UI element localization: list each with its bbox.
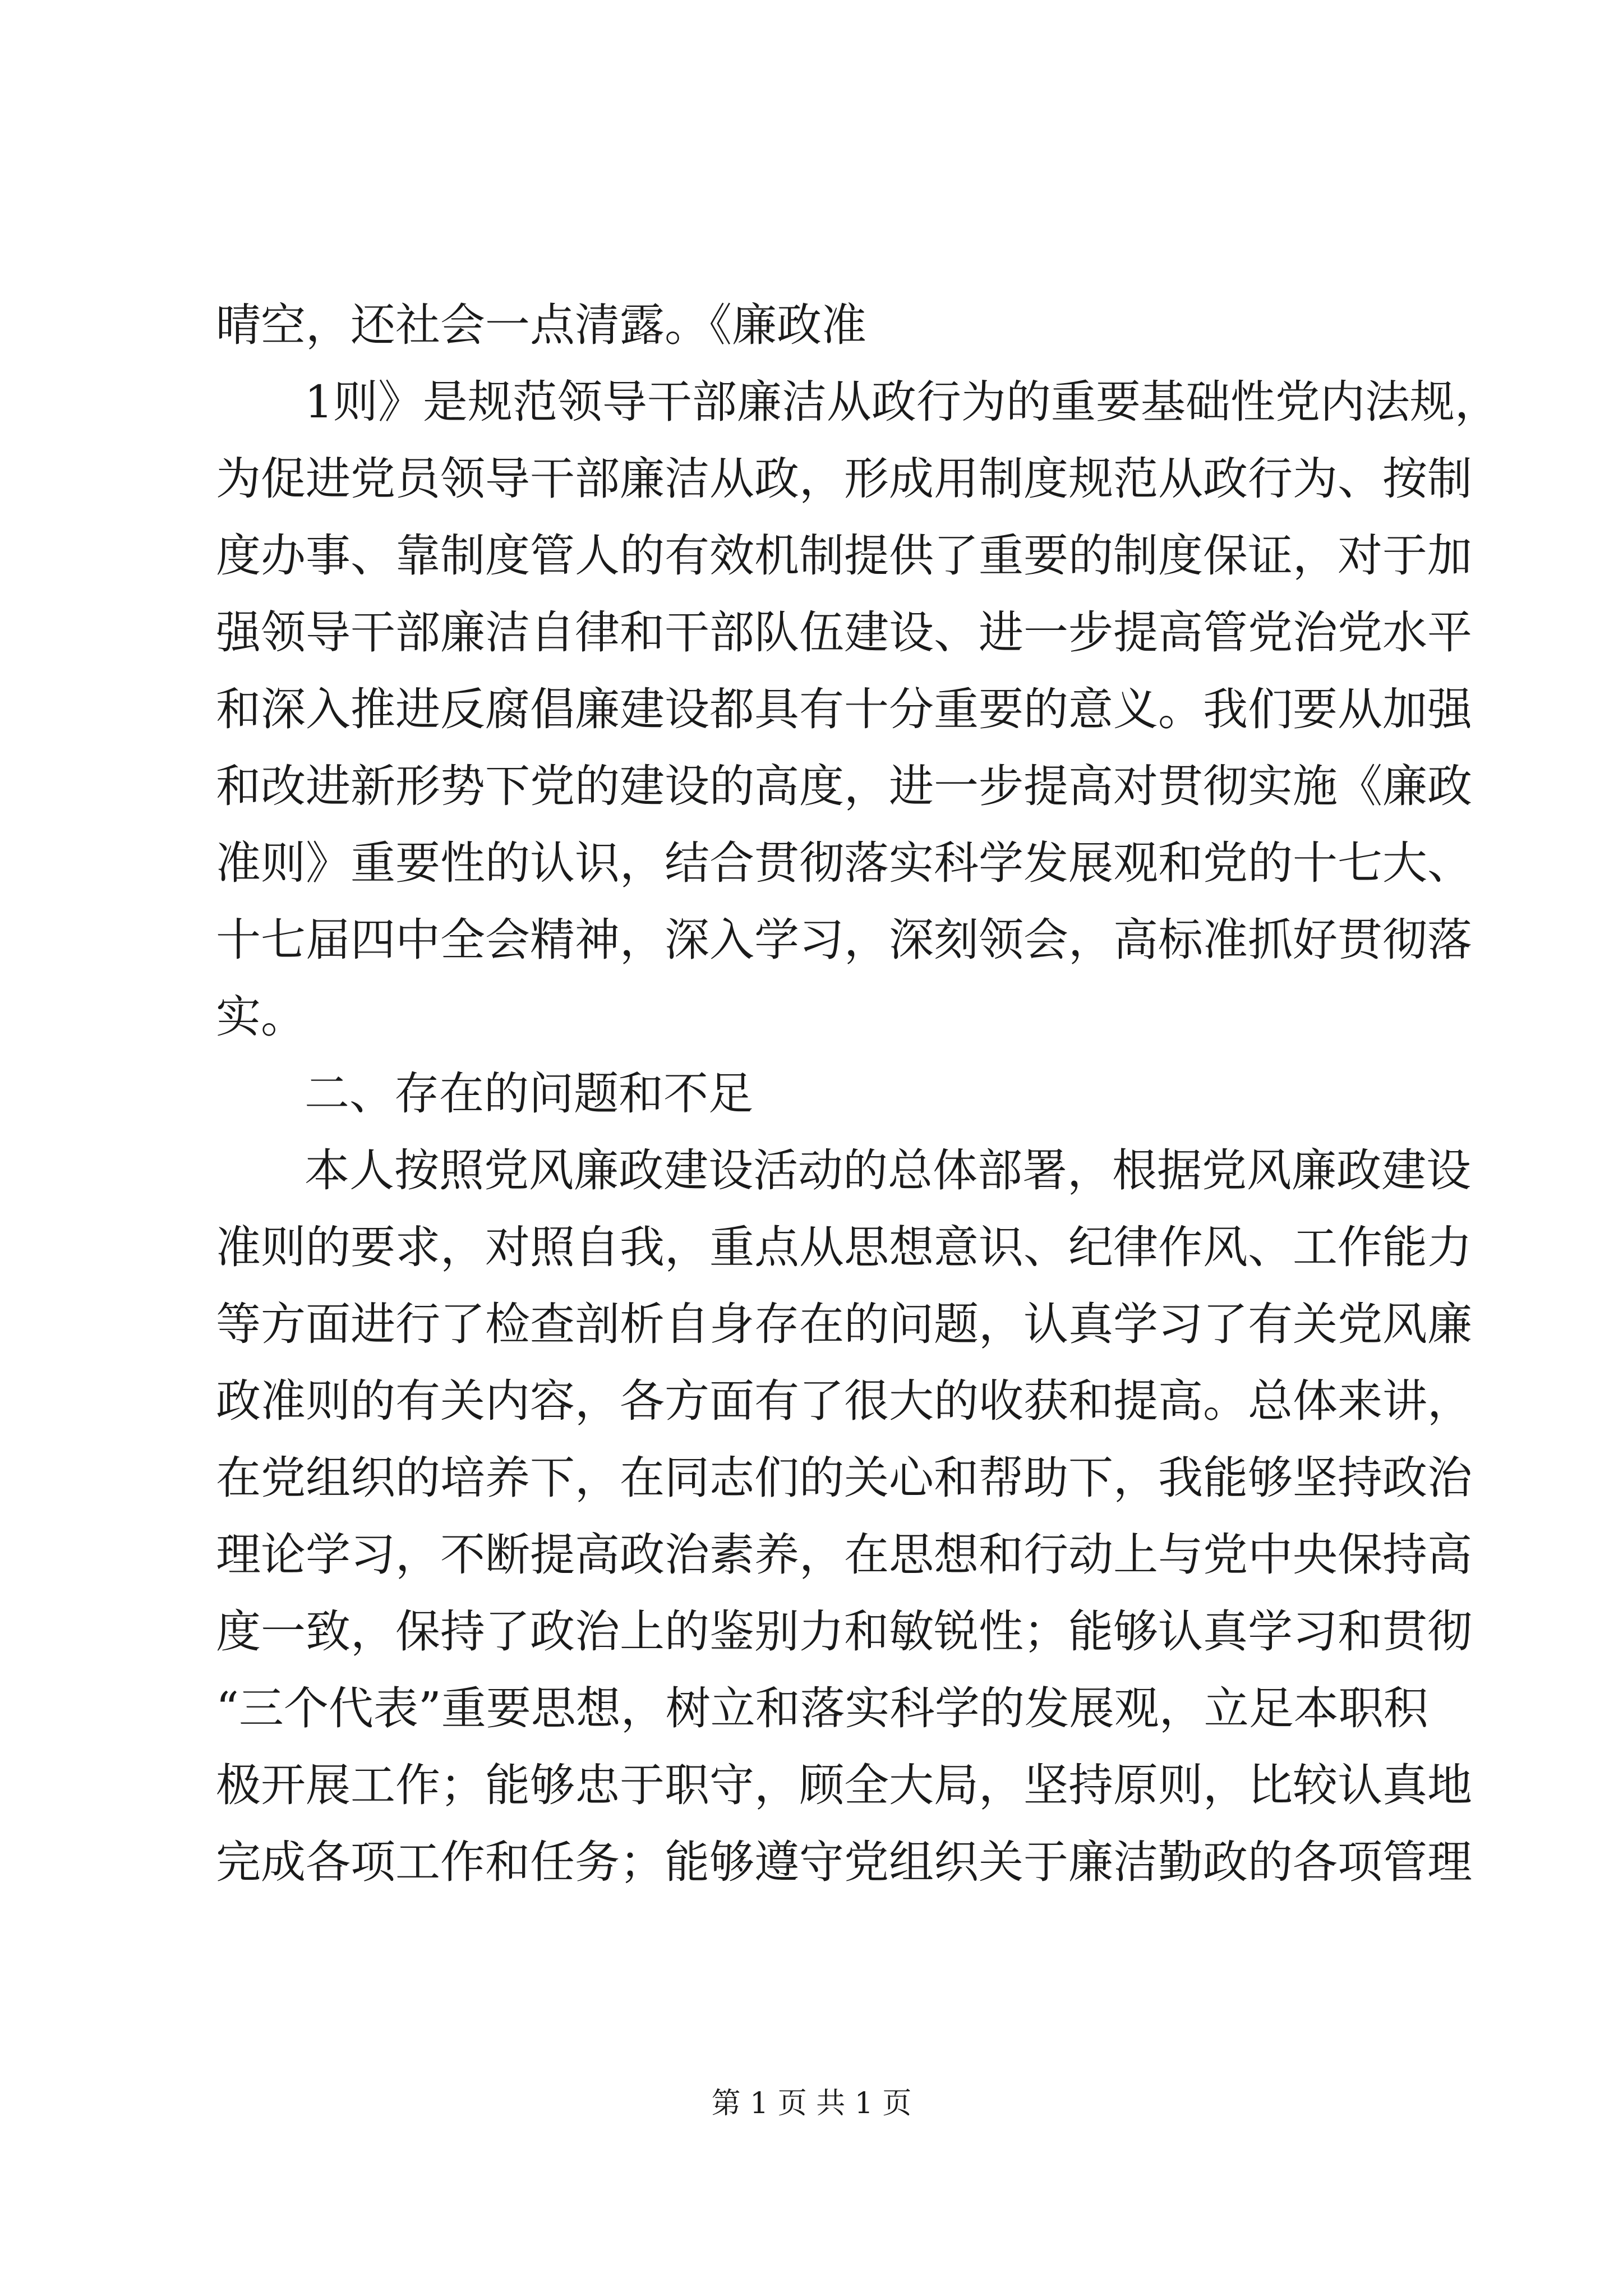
text-line: 极开展工作；能够忠于职守，顾全大局，坚持原则，比较认真地	[216, 1759, 1472, 1811]
text-line: 和深入推进反腐倡廉建设都具有十分重要的意义。我们要从加强	[216, 683, 1472, 735]
text-line: 完成各项工作和任务；能够遵守党组织关于廉洁勤政的各项管理	[216, 1836, 1472, 1888]
text-line: 和改进新形势下党的建设的高度，进一步提高对贯彻实施《廉政	[216, 760, 1472, 812]
text-line: 本人按照党风廉政建设活动的总体部署，根据党风廉政建设	[305, 1144, 1471, 1197]
text-line: 十七届四中全会精神，深入学习，深刻领会，高标准抓好贯彻落	[216, 914, 1472, 966]
text-line: 实。	[216, 991, 306, 1043]
text-line: 在党组织的培养下，在同志们的关心和帮助下，我能够坚持政治	[216, 1452, 1472, 1504]
text-line: 度办事、靠制度管人的有效机制提供了重要的制度保证，对于加	[216, 530, 1472, 582]
text-line: 准则的要求，对照自我，重点从思想意识、纪律作风、工作能力	[216, 1221, 1472, 1273]
page-number-footer: 第 1 页 共 1 页	[711, 2087, 912, 2120]
text-line: 等方面进行了检查剖析自身存在的问题，认真学习了有关党风廉	[216, 1298, 1472, 1350]
text-line: 晴空，还社会一点清露。《廉政准	[216, 299, 866, 351]
text-line: 1则》是规范领导干部廉洁从政行为的重要基础性党内法规，	[305, 376, 1500, 428]
text-line: 政准则的有关内容，各方面有了很大的收获和提高。总体来讲，	[216, 1375, 1472, 1427]
text-line: 理论学习，不断提高政治素养，在思想和行动上与党中央保持高	[216, 1529, 1472, 1581]
section-heading: 二、存在的问题和不足	[305, 1068, 753, 1120]
text-line: 为促进党员领导干部廉洁从政，形成用制度规范从政行为、按制	[216, 453, 1472, 505]
text-line: “三个代表”重要思想，树立和落实科学的发展观，立足本职积	[216, 1682, 1428, 1734]
text-line: 准则》重要性的认识，结合贯彻落实科学发展观和党的十七大、	[216, 837, 1472, 889]
text-line: 度一致，保持了政治上的鉴别力和敏锐性；能够认真学习和贯彻	[216, 1605, 1472, 1658]
text-line: 强领导干部廉洁自律和干部队伍建设、进一步提高管党治党水平	[216, 606, 1472, 659]
